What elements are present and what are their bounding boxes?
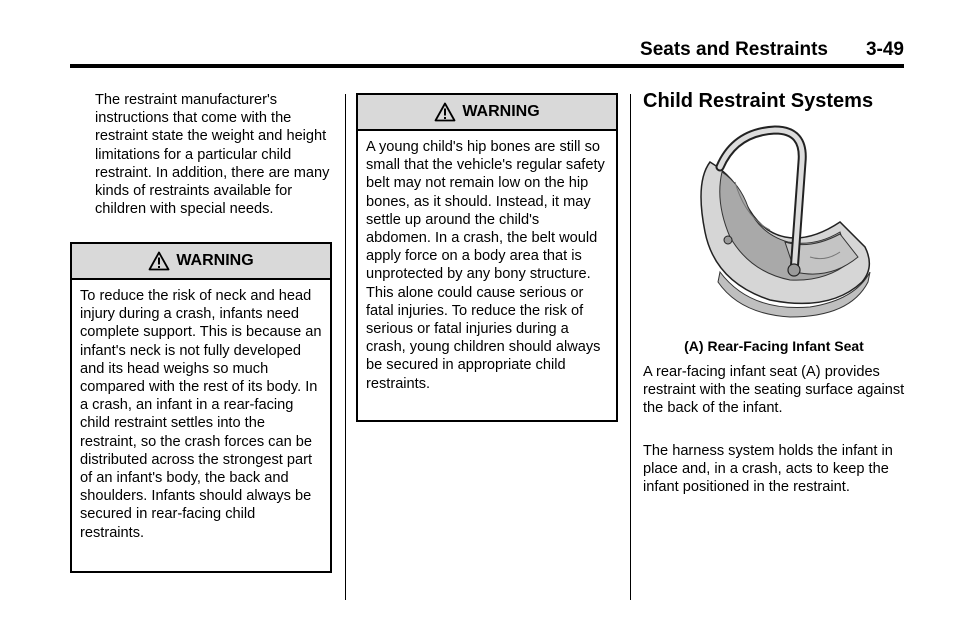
warning-header — [358, 95, 616, 131]
paragraph-harness: The harness system holds the infant in place and, in a crash, acts to keep the infant positioned in the restraint. — [643, 443, 893, 496]
column-divider-right — [630, 94, 631, 600]
intro-paragraph: The restraint manufacturer's instructions that come with the restraint state the weight and height limitations for a particular child restraint. In addition, there are many kinds of restraints available for children with special needs. — [95, 92, 330, 218]
warning-box-hip — [356, 93, 618, 422]
warning-header — [72, 244, 330, 280]
warning-text: To reduce the risk of neck and head injury during a crash, infants need complete support. This is because an infant's neck is not fully developed and its head weighs so much compared with the rest of its body. In a crash, an infant in a rear-facing child restraint settles into the restraint, so the crash forces can be distributed across the strongest part of an infant's body, the back and shoulders. Infants should always be secured in rear-facing child restraints. — [80, 288, 322, 541]
infant-seat-illustration — [690, 122, 880, 322]
column-divider-left — [345, 94, 346, 600]
warning-text: A young child's hip bones are still so small that the vehicle's regular safety belt may not remain low on the hip bones, as it should. Instead, it may settle up around the child's abdomen. In a crash, the belt would apply force on a body area that is unprotected by any bony structure. This alone could cause serious or fatal injuries. To reduce the risk of serious or fatal injuries during a crash, young children should always be secured in appropriate child restraints. — [366, 139, 605, 392]
page-header — [70, 38, 904, 68]
warning-icon — [148, 251, 170, 271]
section-heading: Child Restraint Systems — [643, 90, 874, 112]
page-number: 3-49 — [865, 39, 904, 60]
warning-title: WARNING — [462, 103, 540, 120]
paragraph-rear-facing: A rear-facing infant seat (A) provides restraint with the seating surface against the back of the infant. — [643, 364, 905, 417]
warning-icon — [434, 102, 456, 122]
image-caption: (A) Rear-Facing Infant Seat — [684, 338, 864, 354]
warning-title: WARNING — [176, 252, 254, 269]
section-title-header: Seats and Restraints — [640, 39, 828, 60]
warning-box-infant — [70, 242, 332, 573]
